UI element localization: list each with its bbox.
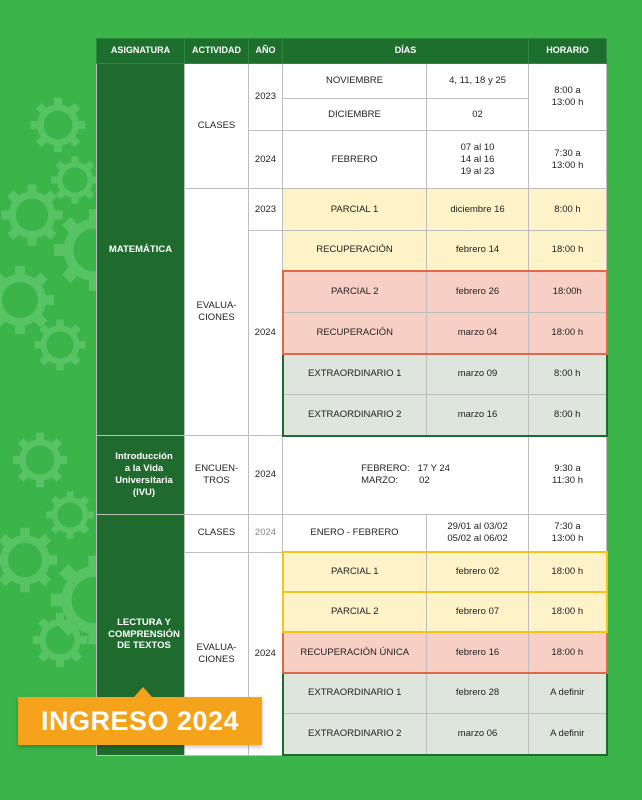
eval-time: 18:00 h (529, 632, 607, 672)
month-cell: DICIEMBRE (283, 99, 427, 131)
eval-time: 8:00 h (529, 395, 607, 436)
activity-clases: CLASES (185, 514, 249, 552)
eval-name: EXTRAORDINARIO 1 (283, 354, 427, 395)
eval-time: A definir (529, 673, 607, 714)
eval-time: 18:00 h (529, 230, 607, 271)
activity-clases: CLASES (185, 64, 249, 189)
eval-date: febrero 14 (427, 230, 529, 271)
activity-encuentros: ENCUEN- TROS (185, 436, 249, 514)
header-dias: DÍAS (283, 39, 529, 64)
eval-date: febrero 07 (427, 592, 529, 632)
header-anio: AÑO (249, 39, 283, 64)
eval-name: PARCIAL 1 (283, 189, 427, 230)
eval-time: A definir (529, 714, 607, 755)
year-cell: 2024 (249, 514, 283, 552)
time-cell: 8:00 a 13:00 h (529, 64, 607, 131)
eval-time: 8:00 h (529, 189, 607, 230)
time-cell: 9:30 a 11:30 h (529, 436, 607, 514)
schedule-table (96, 38, 608, 756)
eval-date: marzo 09 (427, 354, 529, 395)
header-row (97, 39, 607, 64)
eval-name: PARCIAL 1 (283, 552, 427, 592)
eval-name: EXTRAORDINARIO 2 (283, 395, 427, 436)
eval-name: PARCIAL 2 (283, 271, 427, 312)
activity-evaluaciones: EVALUA- CIONES (185, 552, 249, 755)
table-row (97, 514, 607, 552)
time-cell: 7:30 a 13:00 h (529, 131, 607, 189)
year-cell: 2023 (249, 189, 283, 230)
eval-name: PARCIAL 2 (283, 592, 427, 632)
eval-date: marzo 04 (427, 312, 529, 353)
eval-name: EXTRAORDINARIO 2 (283, 714, 427, 755)
ivu-days (283, 436, 529, 514)
eval-name: EXTRAORDINARIO 1 (283, 673, 427, 714)
days-cell: 07 al 10 14 al 16 19 al 23 (427, 131, 529, 189)
table-row (97, 64, 607, 99)
eval-date: diciembre 16 (427, 189, 529, 230)
eval-time: 18:00 h (529, 312, 607, 353)
year-cell: 2023 (249, 64, 283, 131)
subject-lectura: LECTURA Y COMPRENSIÓN DE TEXTOS (97, 514, 185, 755)
header-actividad: ACTIVIDAD (185, 39, 249, 64)
eval-time: 18:00h (529, 271, 607, 312)
banner-pointer (134, 687, 152, 697)
year-cell: 2024 (249, 436, 283, 514)
days-cell: 29/01 al 03/02 05/02 al 06/02 (427, 514, 529, 552)
eval-name: RECUPERACIÓN (283, 312, 427, 353)
month-cell: ENERO - FEBRERO (283, 514, 427, 552)
eval-date: febrero 16 (427, 632, 529, 672)
eval-time: 18:00 h (529, 552, 607, 592)
subject-matematica: MATEMÁTICA (97, 64, 185, 436)
eval-date: febrero 28 (427, 673, 529, 714)
month-cell: FEBRERO (283, 131, 427, 189)
eval-date: febrero 26 (427, 271, 529, 312)
month-cell: NOVIEMBRE (283, 64, 427, 99)
days-cell: 4, 11, 18 y 25 (427, 64, 529, 99)
eval-date: marzo 06 (427, 714, 529, 755)
days-cell: 02 (427, 99, 529, 131)
header-horario: HORARIO (529, 39, 607, 64)
subject-ivu: Introducción a la Vida Universitaria (IVU) (97, 436, 185, 514)
eval-date: febrero 02 (427, 552, 529, 592)
ingreso-banner: INGRESO 2024 (18, 697, 262, 745)
header-asignatura: ASIGNATURA (97, 39, 185, 64)
ivu-days-text: FEBRERO: 17 Y 24 MARZO: 02 (361, 463, 450, 487)
table-row (97, 436, 607, 514)
year-cell: 2024 (249, 230, 283, 436)
year-cell: 2024 (249, 552, 283, 755)
time-cell: 7:30 a 13:00 h (529, 514, 607, 552)
eval-name: RECUPERACIÓN ÚNICA (283, 632, 427, 672)
eval-time: 8:00 h (529, 354, 607, 395)
eval-date: marzo 16 (427, 395, 529, 436)
eval-name: RECUPERACIÓN (283, 230, 427, 271)
activity-evaluaciones: EVALUA- CIONES (185, 189, 249, 436)
year-cell: 2024 (249, 131, 283, 189)
eval-time: 18:00 h (529, 592, 607, 632)
